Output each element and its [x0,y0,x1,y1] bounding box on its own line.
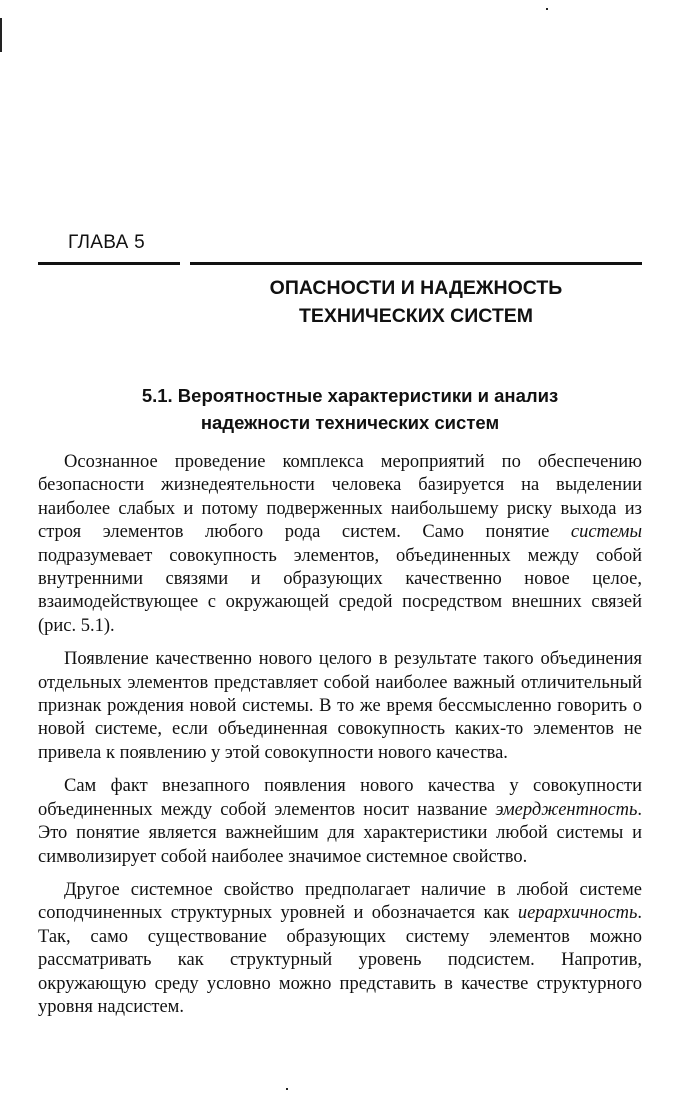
paragraph-text: Другое системное свойство предполагает наличие в любой системе соподчиненных структурных уровней и обозначается как [38,879,642,924]
chapter-title-line: ТЕХНИЧЕСКИХ СИСТЕМ [298,305,533,327]
emphasized-term: эмерджентность [495,799,638,820]
paragraph-text: Сам факт внезапного появления нового качества у совокупности объединенных между собой элементов носит название [38,776,642,820]
paragraph-text: . Так, само существование образующих систему элементов можно рассматривать как структурный уровень подсистем. Напротив, окружающую среду условно можно представить в качестве структурного уровня надсистем. [38,903,642,1017]
emphasized-term: иерархичность [517,903,638,924]
scan-speck [286,1088,288,1090]
paragraph [38,451,642,638]
chapter-label: ГЛАВА 5 [68,232,146,253]
section-title-line: надежности технических систем [200,412,500,433]
paragraph-text: . Это понятие является важнейшим для характеристики любой системы и символизирует собой наиболее значимое системное свойство. [38,799,642,867]
scan-speck [546,8,548,10]
paragraph-text: Осознанное проведение комплекса мероприятий по обеспечению безопасности жизнедеятельности человека базируется на выделении наиболее слабых и потому подверженных наибольшему риску выхода из строя элементов любого рода систем. Само понятие [38,452,642,543]
header-rule-left [38,262,180,265]
paragraph-text: Появление качественно нового целого в результате такого объединения отдельных элементов представляет собой наиболее важный отличительный признак рождения новой системы. В то же время бессмысленно говорить о новой системе, если объединенная совокупность каких-то элементов не привела к появлению у этой совокупности нового качества. [38,649,642,763]
header-rule-right [190,262,642,265]
section-title [60,382,640,436]
chapter-title [190,274,642,330]
paragraph [38,879,642,1019]
body-text [38,451,642,1029]
paragraph [38,648,642,765]
emphasized-term: системы [570,522,642,543]
section-title-line: 5.1. Вероятностные характеристики и анализ [141,385,559,406]
paragraph [38,775,642,869]
chapter-title-line: ОПАСНОСТИ И НАДЕЖНОСТЬ [269,277,563,299]
scan-edge-mark [0,18,2,52]
paragraph-text: подразумевает совокупность элементов, объединенных между собой внутренними связями и образующих качественно новое целое, взаимодействующее с окружающей средой посредством внешних связей (рис. 5.1). [38,545,642,636]
